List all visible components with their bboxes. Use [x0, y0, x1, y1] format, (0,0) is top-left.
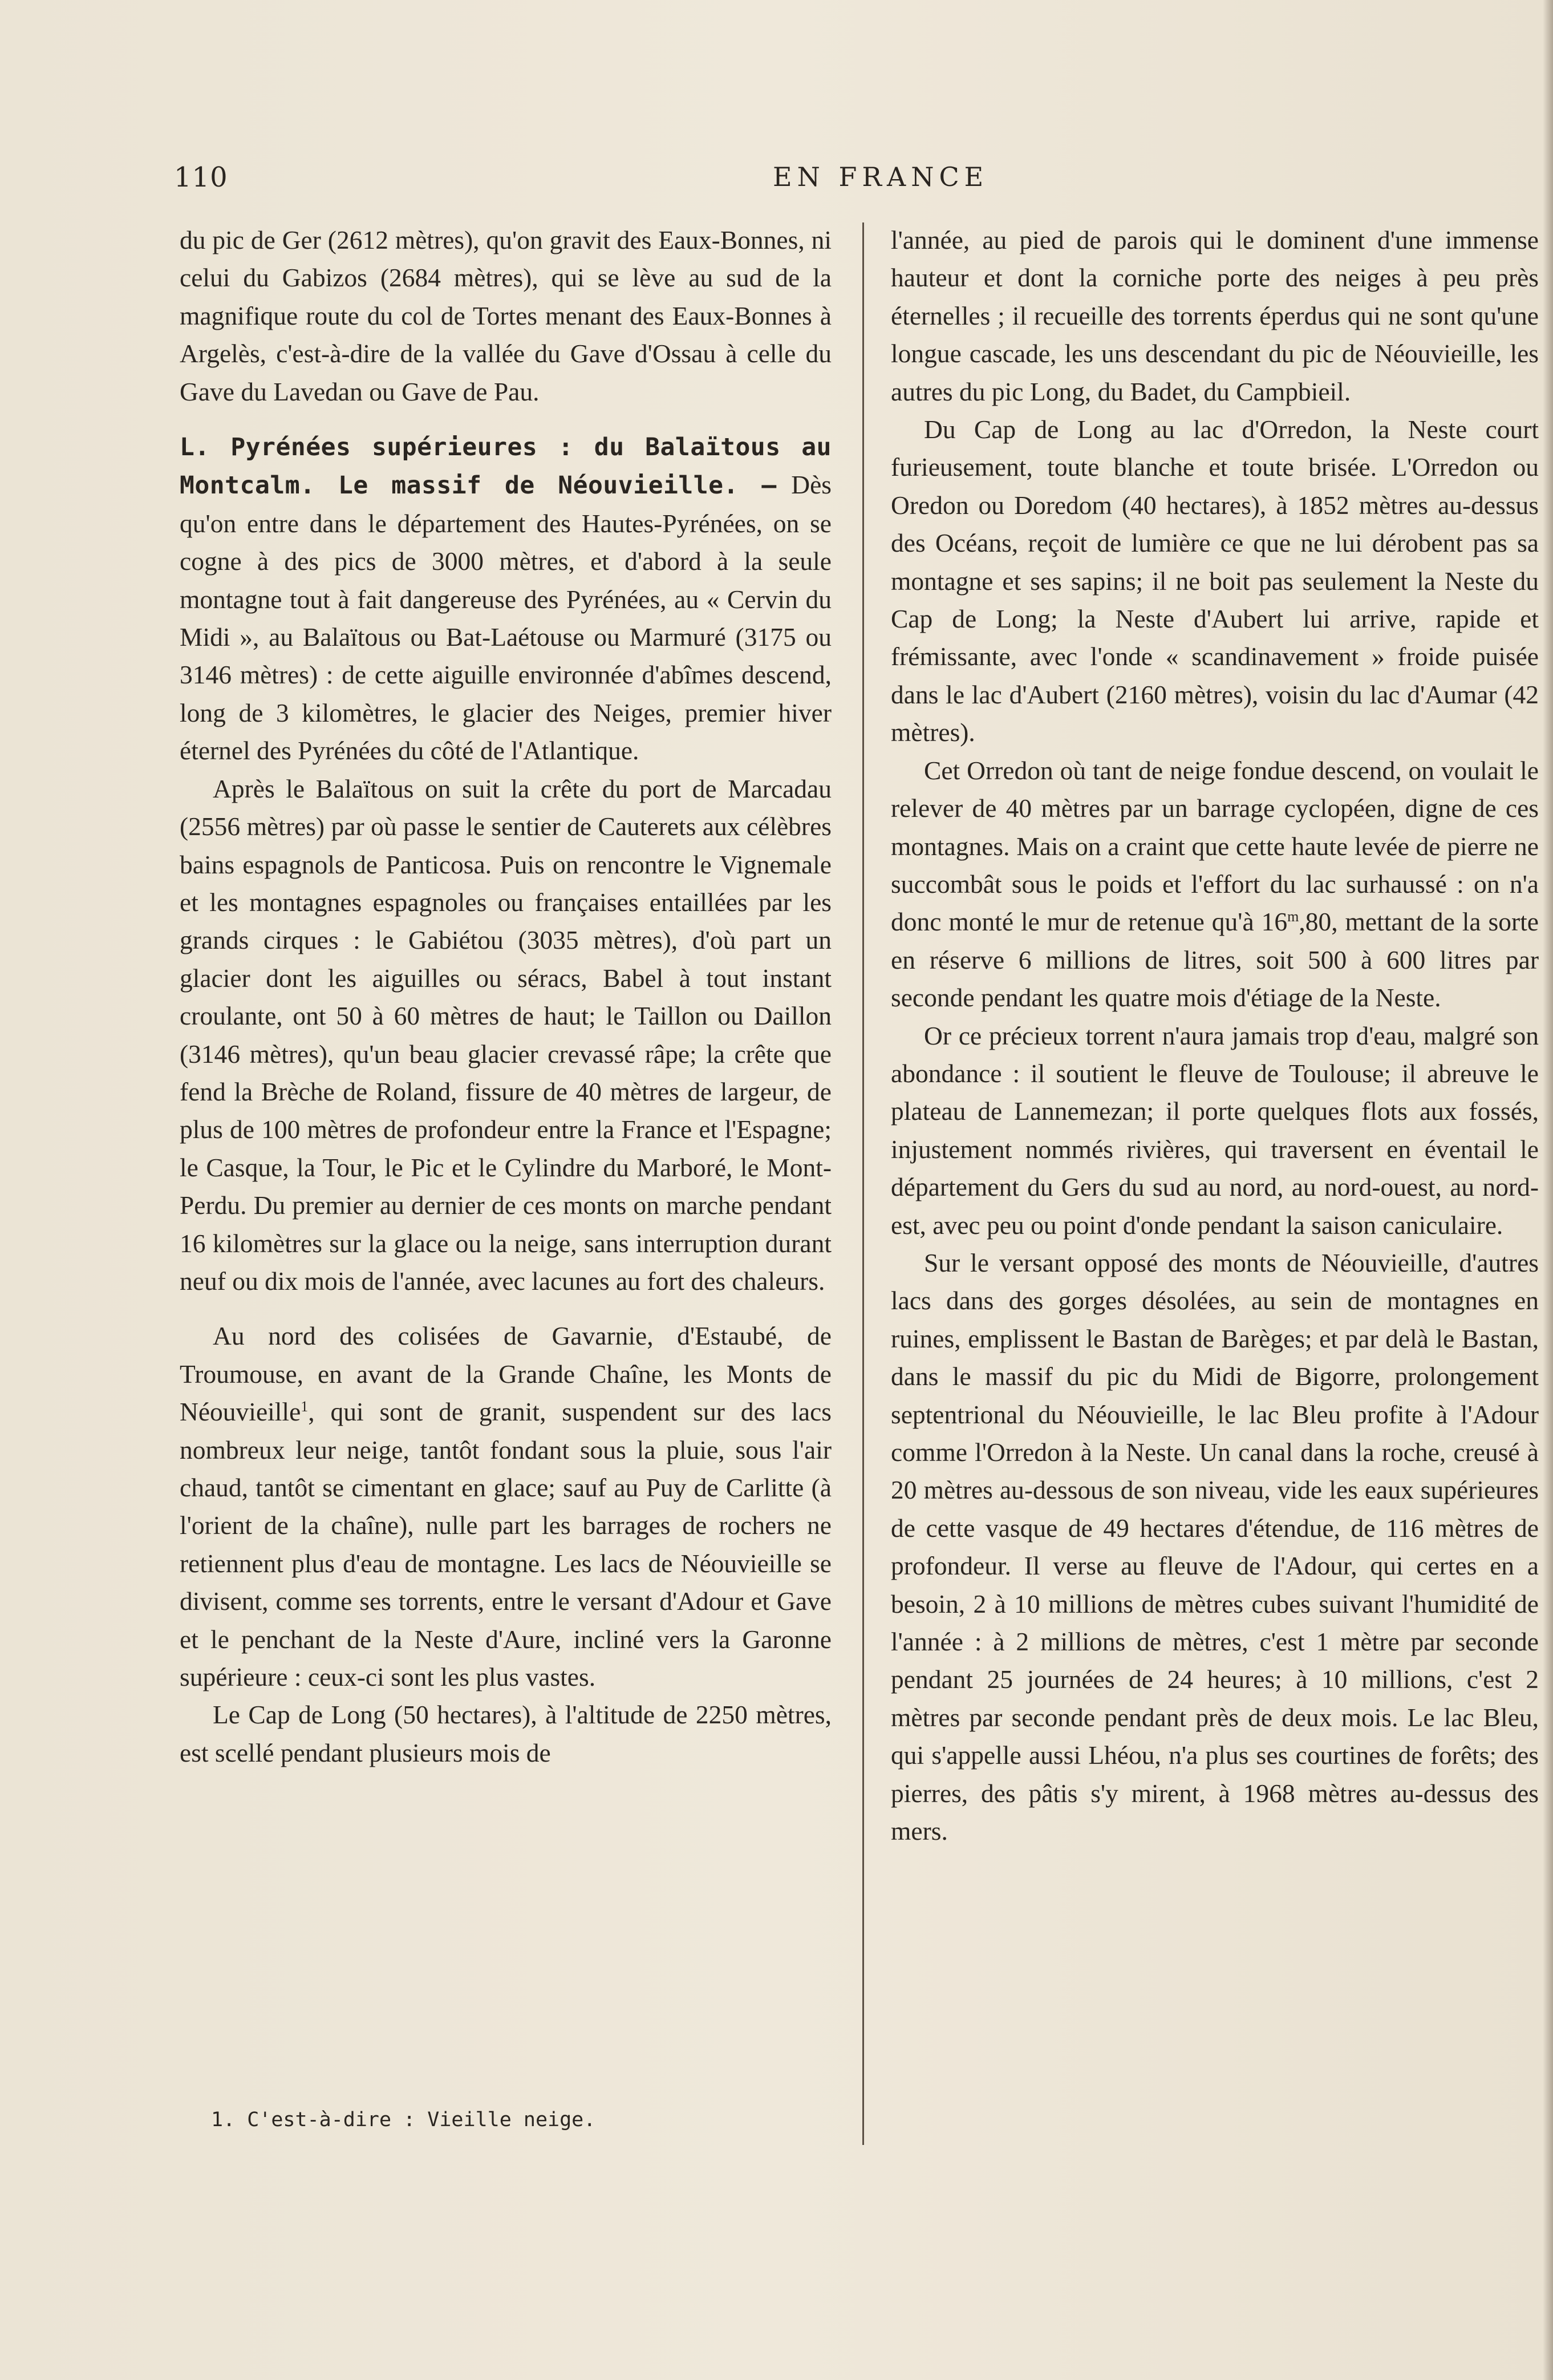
page-number: 110 — [174, 161, 228, 193]
right-paragraph-3 — [891, 752, 1539, 1017]
right-paragraph-3-start: Cet Orredon où tant de neige fondue descend, on voulait le relever de 40 mètres par un barrage cyclopéen, digne de ces montagnes. Mais on a craint que cette haute levée de pierre ne succombât sous le poids et l'effort du lac surhaussé : on n'a donc monté le mur de retenue qu'à 16 — [891, 755, 1539, 937]
left-paragraph-1: du pic de Ger (2612 mètres), qu'on gravit des Eaux-Bonnes, ni celui du Gabizos (2684 mètres), qui se lève au sud de la magnifique route du col de Tortes menant des Eaux-Bonnes à Argelès, c'est-à-dire de la vallée du Gave d'Ossau à celle du Gave du Lavedan ou Gave de Pau. — [180, 225, 832, 406]
right-paragraph-2: Du Cap de Long au lac d'Orredon, la Neste court furieusement, toute blanche et toute brisée. L'Orredon ou Oredon ou Doredom (40 hectares), à 1852 mètres au-dessus des Océans, reçoit de lumière ce que ne lui dérobent pas sa montagne et ses sapins; il ne boit pas seulement la Neste du Cap de Long; la Neste d'Aubert lui arrive, rapide et frémissante, avec l'onde « scandinavement » froide puisée dans le lac d'Aubert (2160 mètres), voisin du lac d'Aumar (42 mètres). — [891, 415, 1539, 747]
running-head — [174, 161, 1526, 196]
section-heading: L. Pyrénées supérieures : du Balaïtous au Montcalm. Le massif de Néouvieille. — — [180, 433, 832, 500]
left-paragraph-4-end: , qui sont de granit, suspendent sur des lacs nombreux leur neige, tantôt fondant sous la pluie, sous l'air chaud, tantôt se cimentant en glace; sauf au Puy de Carlitte (à l'orient de la chaîne), nulle part les barrages de rochers ne retiennent plus d'eau de montagne. Les lacs de Néouvieille se divisent, comme ses torrents, entre le versant d'Adour et Gave et le penchant de la Neste d'Aure, incliné vers la Garonne supérieure : ceux-ci sont les plus vastes. — [180, 1397, 832, 1692]
right-paragraph-3-end: ,80, mettant de la sorte en réserve 6 millions de litres, soit 500 à 600 litres par seconde pendant les quatre mois d'étiage de la Neste. — [891, 907, 1539, 1013]
meter-superscript: m — [1287, 908, 1299, 925]
left-paragraph-2 — [180, 428, 832, 770]
right-paragraph-4: Or ce précieux torrent n'aura jamais trop d'eau, malgré son abondance : il soutient le fleuve de Toulouse; il abreuve le plateau de Lannemezan; il porte quelques flots aux fossés, injustement nommés rivières, qui traversent en éventail le département du Gers du sud au nord, au nord-ouest, au nord-est, avec peu ou point d'onde pendant la saison caniculaire. — [891, 1021, 1539, 1240]
footnote-marker[interactable]: 1 — [301, 1398, 309, 1415]
left-paragraph-4-start: Au nord des colisées de Gavarnie, d'Estaubé, de Troumouse, en avant de la Grande Chaîne, les Monts de Néouvieille — [180, 1321, 832, 1427]
left-paragraph-3: Après le Balaïtous on suit la crête du port de Marcadau (2556 mètres) par où passe le sentier de Cauterets aux célèbres bains espagnols de Panticosa. Puis on rencontre le Vignemale et les montagnes espagnoles ou françaises entaillées par les grands cirques : le Gabiétou (3035 mètres), d'où part un glacier dont les aiguilles ou séracs, Babel à tout instant croulante, ont 50 à 60 mètres de haut; le Taillon ou Daillon (3146 mètres), qu'un beau glacier crevassé râpe; la crête que fend la Brèche de Roland, fissure de 40 mètres de largeur, de plus de 100 mètres de profondeur entre la France et l'Espagne; le Casque, la Tour, le Pic et le Cylindre du Marboré, le Mont-Perdu. Du premier au dernier de ces monts on marche pendant 16 kilomètres sur la glace ou la neige, sans interruption durant neuf ou dix mois de l'année, avec lacunes au fort des chaleurs. — [180, 774, 832, 1296]
right-paragraph-5: Sur le versant opposé des monts de Néouvieille, d'autres lacs dans des gorges désolées, au sein de montagnes en ruines, emplissent le Bastan de Barèges; et par delà le Bastan, dans le massif du pic du Midi de Bigorre, prolongement septentrional du Néouvieille, le lac Bleu profite à l'Adour comme l'Orredon à la Neste. Un canal dans la roche, creusé à 20 mètres au-dessous de son niveau, vide les eaux supérieures de cette vasque de 49 hectares d'étendue, de 116 mètres de profondeur. Il verse au fleuve de l'Adour, qui certes en a besoin, 2 à 10 millions de mètres cubes suivant l'humidité de l'année : à 2 millions de mètres, c'est 1 mètre par seconde pendant 25 journées de 24 heures; à 10 millions, c'est 2 mètres par seconde pendant près de deux mois. Le lac Bleu, qui s'appelle aussi Lhéou, n'a plus ses courtines de forêts; des pierres, des pâtis s'y mirent, à 1968 mètres au-dessus des mers. — [891, 1248, 1539, 1846]
left-paragraph-4 — [180, 1317, 832, 1696]
right-column — [891, 221, 1539, 1850]
footnote: 1. C'est-à-dire : Vieille neige. — [211, 2108, 596, 2131]
page-edge-shadow — [1543, 0, 1553, 2380]
right-paragraph-1: l'année, au pied de parois qui le dominent d'une immense hauteur et dont la corniche porte des neiges à peu près éternelles ; il recueille des torrents éperdus qui ne sont qu'une longue cascade, les uns descendant du pic de Néouvieille, les autres du pic Long, du Badet, du Campbieil. — [891, 225, 1539, 406]
column-divider — [862, 222, 864, 2145]
left-paragraph-5: Le Cap de Long (50 hectares), à l'altitude de 2250 mètres, est scellé pendant plusieurs mois de — [180, 1700, 832, 1767]
left-column — [180, 221, 832, 1772]
left-paragraph-2-body: Dès qu'on entre dans le département des Hautes-Pyrénées, on se cogne à des pics de 3000 mètres, et d'abord à la seule montagne tout à fait dangereuse des Pyrénées, au « Cervin du Midi », au Balaïtous ou Bat-Laétouse ou Marmuré (3175 ou 3146 mètres) : de cette aiguille environnée d'abîmes descend, long de 3 kilomètres, le glacier des Neiges, premier hiver éternel des Pyrénées du côté de l'Atlantique. — [180, 470, 832, 766]
running-title: EN FRANCE — [773, 161, 989, 192]
